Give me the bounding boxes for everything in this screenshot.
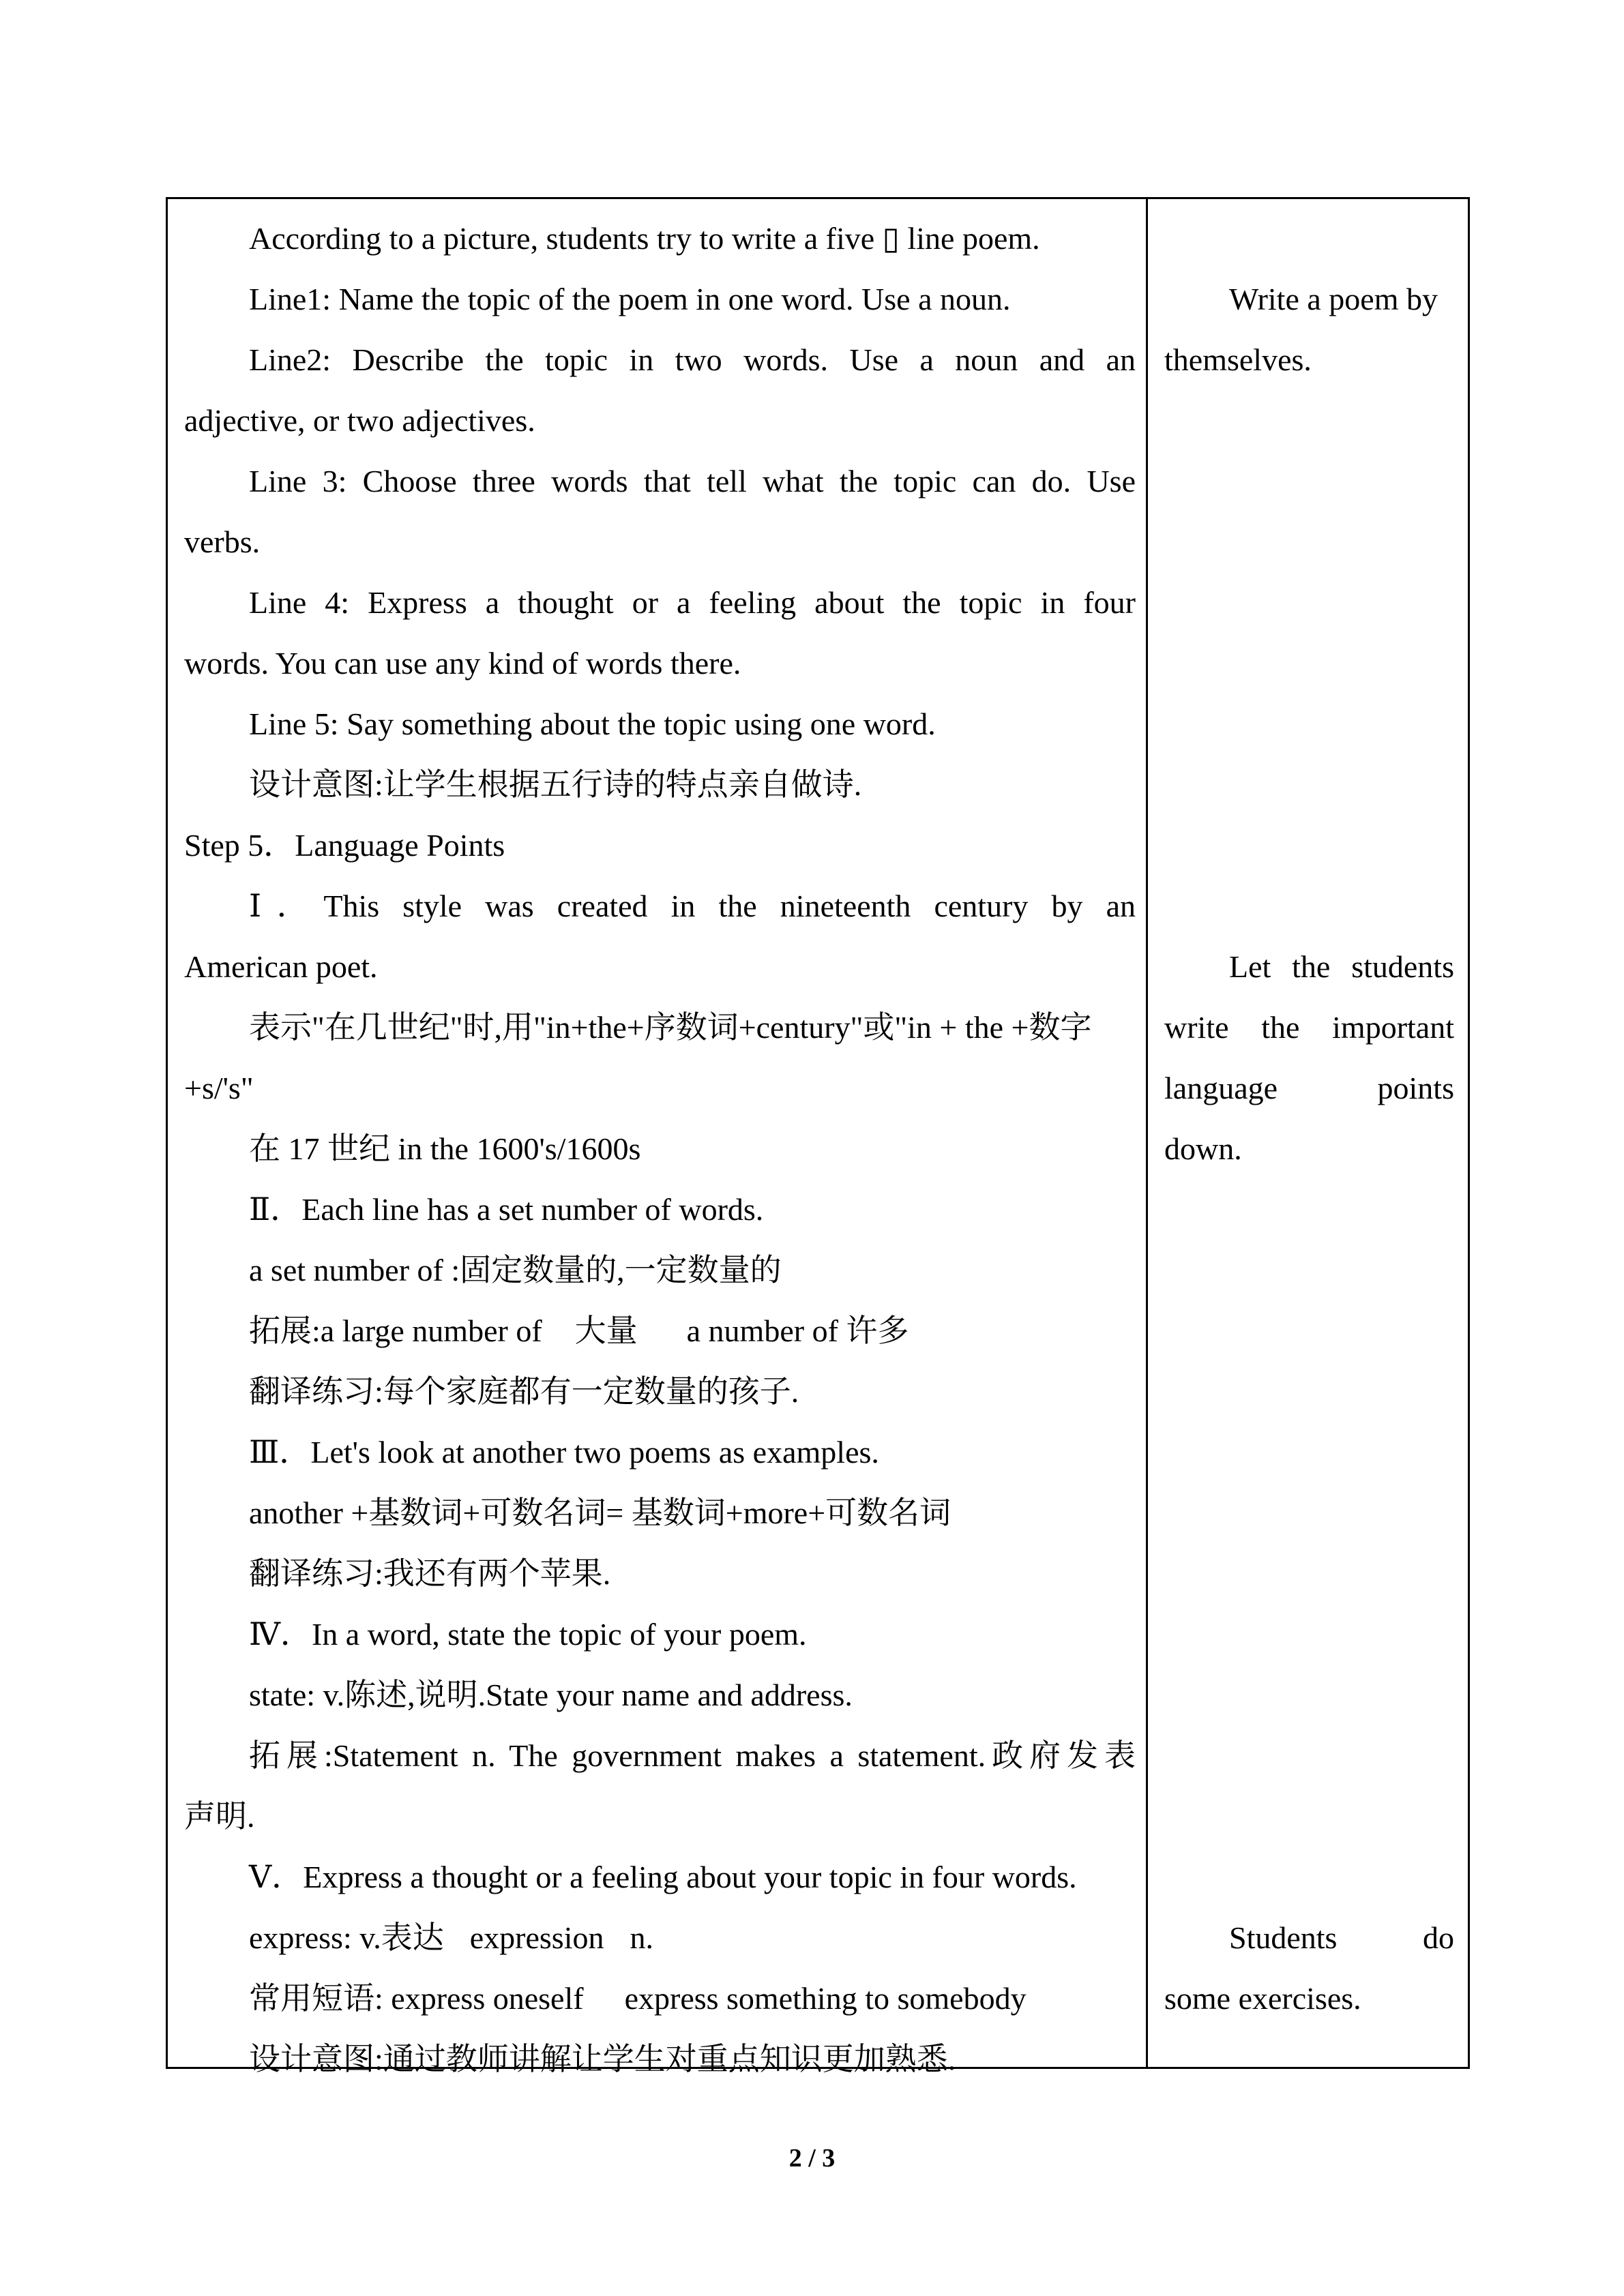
text-line: 翻译练习:我还有两个苹果.: [249, 1556, 611, 1591]
text-line: [184, 1311, 1136, 1352]
text-line: Ⅳ．In a word, state the topic of your poem.: [249, 1617, 807, 1652]
text-line: adjective, or two adjectives.: [184, 403, 535, 438]
text-line: According to a picture, students try to write a five ▯ line poem.: [249, 221, 1040, 256]
text-line: 声明.: [184, 1799, 255, 1834]
design-intent-text: 设计意图:通过教师讲解让学生对重点知识更加熟悉.: [249, 2042, 956, 2076]
text-line: Ⅲ．Let's look at another two poems as examples.: [249, 1435, 879, 1470]
text-segment: 拓展:a large number of: [249, 1313, 542, 1348]
text-line: Ⅱ．Each line has a set number of words.: [249, 1192, 764, 1227]
text-segment: expression: [469, 1920, 604, 1955]
text-line: Ⅰ．This style was created in the nineteenth century by an: [249, 889, 1136, 923]
lesson-table: [166, 197, 1470, 2076]
text-line: another +基数词+可数名词= 基数词+more+可数名词: [249, 1495, 951, 1530]
text-segment: express something to somebody: [624, 1981, 1027, 2016]
text-line: down.: [1164, 1131, 1242, 1166]
step-heading: Step 5．Language Points: [184, 828, 505, 863]
text-line: Line 3: Choose three words that tell what the topic can do. Use: [249, 464, 1136, 498]
text-line: Ⅴ．Express a thought or a feeling about your topic in four words.: [249, 1860, 1077, 1894]
text-line: some exercises.: [1164, 1981, 1361, 2016]
text-line: words. You can use any kind of words there.: [184, 646, 741, 681]
text-line: Line 4: Express a thought or a feeling about the topic in four: [249, 585, 1136, 620]
text-line: [184, 1918, 1136, 1958]
text-segment: a number of 许多: [686, 1313, 909, 1348]
column-divider: [1146, 199, 1148, 2067]
text-line: Let the students: [1229, 949, 1454, 984]
text-segment: 常用短语: express oneself: [249, 1981, 584, 2016]
text-line: state: v.陈述,说明.State your name and address.: [249, 1678, 853, 1712]
text-line: 拓展:Statement n. The government makes a statement.政府发表: [249, 1738, 1136, 1773]
text-line: 翻译练习:每个家庭都有一定数量的孩子.: [249, 1374, 799, 1409]
text-line: Line1: Name the topic of the poem in one word. Use a noun.: [249, 282, 1011, 316]
design-intent-text: 设计意图:让学生根据五行诗的特点亲自做诗.: [249, 767, 862, 802]
text-line: themselves.: [1164, 342, 1312, 377]
text-line: 在 17 世纪 in the 1600's/1600s: [249, 1131, 641, 1166]
text-line: Students do: [1229, 1920, 1454, 1955]
text-line: [184, 1978, 1136, 2019]
page-number: 2 / 3: [788, 2144, 836, 2173]
text-line: Write a poem by: [1229, 282, 1438, 316]
text-segment: 大量: [574, 1313, 638, 1348]
text-line: +s/'s": [184, 1071, 254, 1105]
text-segment: n.: [630, 1920, 653, 1955]
text-line: a set number of :固定数量的,一定数量的: [249, 1253, 782, 1287]
text-line: Line 5: Say something about the topic using one word.: [249, 706, 936, 741]
text-line: 表示"在几世纪"时,用"in+the+序数词+century"或"in + the +数字: [249, 1010, 1092, 1045]
text-line: language points: [1164, 1071, 1454, 1105]
text-line: American poet.: [184, 949, 378, 984]
text-line: Line2: Describe the topic in two words. Use a noun and an: [249, 342, 1136, 377]
text-line: verbs.: [184, 524, 261, 559]
text-line: write the important: [1164, 1010, 1454, 1045]
text-segment: express: v.表达: [249, 1920, 444, 1955]
